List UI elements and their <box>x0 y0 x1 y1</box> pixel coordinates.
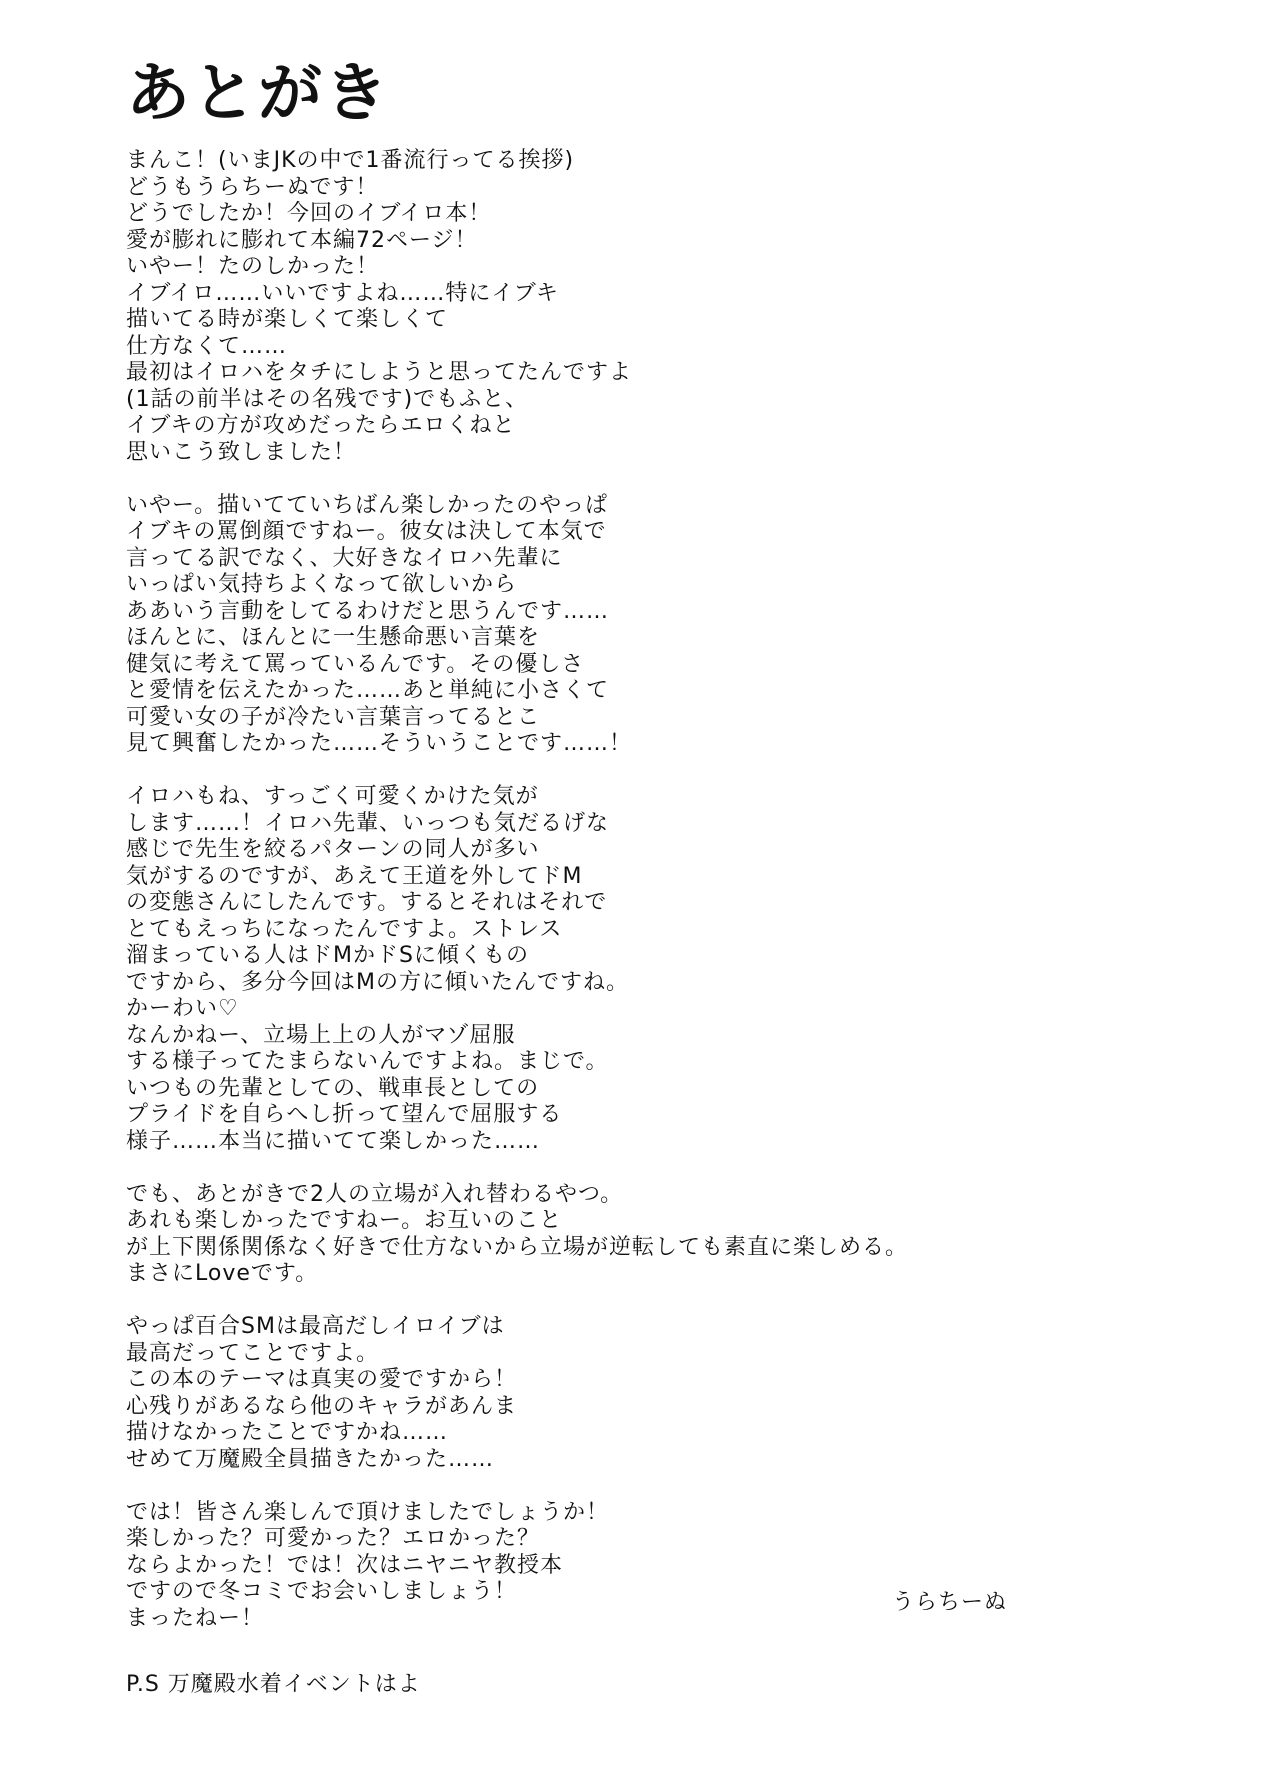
text-line: まさにLoveです。 <box>126 1261 319 1286</box>
text-line: この本のテーマは真実の愛ですから！ <box>126 1367 518 1392</box>
page-title: あとがき <box>126 57 390 131</box>
paragraph-1 <box>126 148 1006 466</box>
afterword-body <box>126 148 1006 1659</box>
text-line: (1話の前半はその名残です)でもふと、 <box>126 386 529 412</box>
text-line: 描いてる時が楽しくて楽しくて <box>126 307 449 332</box>
text-line: 楽しかった？可愛かった？エロかった？ <box>126 1526 541 1551</box>
text-line: する様子ってたまらないんですよね。まじで。 <box>126 1049 609 1074</box>
text-line: どうもうらちーぬです！ <box>126 174 379 200</box>
text-line: イブキの方が攻めだったらエロくねと <box>126 413 516 438</box>
paragraph-6 <box>126 1500 1006 1633</box>
text-line: ですから、多分今回はMの方に傾いたんですね。 <box>126 969 629 995</box>
text-line: かーわい♡ <box>126 996 239 1021</box>
text-line: 見て興奮したかった……そういうことです……！ <box>126 731 633 756</box>
text-line: イロハもね、すっごく可愛くかけた気が <box>126 784 539 809</box>
text-line: では！皆さん楽しんで頂けましたでしょうか！ <box>126 1499 610 1525</box>
text-line: いやー！たのしかった！ <box>126 254 380 279</box>
text-line: どうでしたか！今回のイブイロ本！ <box>126 201 492 226</box>
text-line: 溜まっている人はドMかドSに傾くもの <box>126 943 529 968</box>
text-line: なんかねー、立場上上の人がマゾ屈服 <box>126 1022 516 1048</box>
text-line: 言ってる訳でなく、大好きなイロハ先輩に <box>126 545 563 571</box>
text-line: 最初はイロハをタチにしようと思ってたんですよ <box>126 360 633 385</box>
text-line: 心残りがあるなら他のキャラがあんま <box>126 1393 518 1419</box>
text-line: 様子……本当に描いてて楽しかった…… <box>126 1128 541 1154</box>
text-line: 仕方なくて…… <box>126 333 288 359</box>
text-line: ほんとに、ほんとに一生懸命悪い言葉を <box>126 625 541 650</box>
text-line: あれも楽しかったですねー。お互いのこと <box>126 1208 563 1233</box>
paragraph-2 <box>126 493 1006 758</box>
text-line: でも、あとがきで2人の立場が入れ替わるやつ。 <box>126 1181 624 1207</box>
text-line: します……！イロハ先輩、いっつも気だるげな <box>126 810 610 836</box>
text-line: 可愛い女の子が冷たい言葉言ってるとこ <box>126 704 541 730</box>
text-line: いつもの先輩としての、戦車長としての <box>126 1075 540 1101</box>
postscript: P.S 万魔殿水着イベントはよ <box>126 1672 421 1697</box>
author-signature: うらちーぬ <box>892 1590 1008 1615</box>
text-line: せめて万魔殿全員描きたかった…… <box>126 1446 495 1472</box>
text-line: イブキの罵倒顔ですねー。彼女は決して本気で <box>126 519 607 544</box>
text-line: とてもえっちになったんですよ。ストレス <box>126 916 563 942</box>
text-line: 感じで先生を絞るパターンの同人が多い <box>126 837 540 862</box>
text-line: ですので冬コミでお会いしましょう！ <box>126 1579 518 1604</box>
text-line: と愛情を伝えたかった……あと単純に小さくて <box>126 678 610 703</box>
paragraph-4 <box>126 1182 1006 1288</box>
text-line: が上下関係関係なく好きで仕方ないから立場が逆転しても素直に楽しめる。 <box>126 1234 909 1260</box>
text-line: 気がするのですが、あえて王道を外してドM <box>126 863 583 889</box>
paragraph-3 <box>126 784 1006 1155</box>
paragraph-5 <box>126 1314 1006 1473</box>
text-line: いっぱい気持ちよくなって欲しいから <box>126 572 518 597</box>
text-line: ならよかった！では！次はニヤニヤ教授本 <box>126 1552 564 1578</box>
text-line: 描けなかったことですかね…… <box>126 1420 449 1445</box>
text-line: ああいう言動をしてるわけだと思うんです…… <box>126 598 610 624</box>
text-line: やっぱ百合SMは最高だしイロイブは <box>126 1314 505 1339</box>
text-line: いやー。描いてていちばん楽しかったのやっぱ <box>126 492 609 518</box>
text-line: 愛が膨れに膨れて本編72ページ！ <box>126 227 478 253</box>
text-line: 健気に考えて罵っているんです。その優しさ <box>126 651 585 677</box>
text-line: まんこ！(いまJKの中で1番流行ってる挨拶) <box>126 148 575 173</box>
text-line: 思いこう致しました！ <box>126 439 357 465</box>
text-line: 最高だってことですよ。 <box>126 1340 380 1366</box>
text-line: まったねー！ <box>126 1605 265 1631</box>
text-line: イブイロ……いいですよね……特にイブキ <box>126 280 559 306</box>
text-line: の変態さんにしたんです。するとそれはそれで <box>126 890 608 915</box>
text-line: プライドを自らへし折って望んで屈服する <box>126 1102 563 1127</box>
